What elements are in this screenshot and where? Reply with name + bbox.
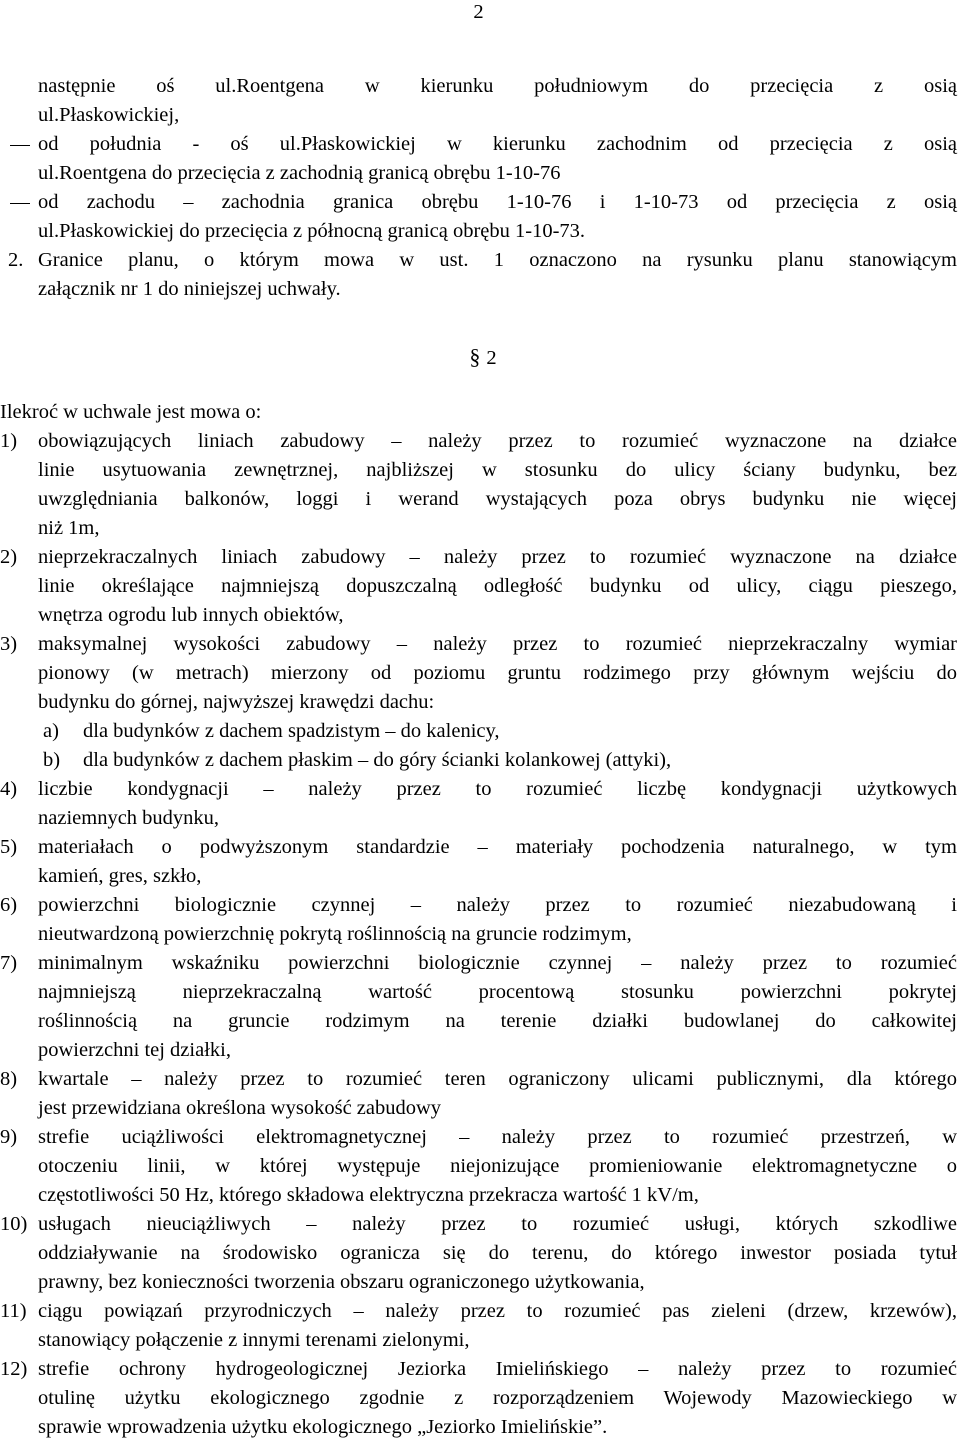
point-2 <box>0 246 957 304</box>
text-line: kwartale – należy przez to rozumieć teren ograniczony ulicami publicznymi, dla którego <box>38 1068 957 1090</box>
item-number: 11) <box>0 1300 27 1322</box>
definitions-block <box>0 398 957 1442</box>
text-line: wnętrza ogrodu lub innych obiektów, <box>38 604 344 626</box>
text-line: otoczeniu linii, w której występuje niejonizujące promieniowanie elektromagnetyczne o <box>38 1155 957 1177</box>
text-line: otulinę użytku ekologicznego zgodnie z rozporządzeniem Wojewody Mazowieckiego w <box>38 1387 957 1409</box>
text-line: ul.Płaskowickiej do przecięcia z północną granicą obrębu 1-10-73. <box>38 220 586 242</box>
text-line: od zachodu – zachodnia granica obrębu 1-10-76 i 1-10-73 od przecięcia z osią <box>38 191 957 213</box>
item-number: 7) <box>0 952 18 974</box>
sub-item-label: a) <box>43 720 59 742</box>
text-line: załącznik nr 1 do niniejszej uchwały. <box>38 278 341 300</box>
dash-bullet <box>0 130 38 159</box>
item-number: 1) <box>0 430 18 452</box>
definition-item <box>0 949 957 1065</box>
text-line: nieprzekraczalnych liniach zabudowy – należy przez to rozumieć wyznaczone na działce <box>38 546 957 568</box>
definition-item <box>0 543 957 630</box>
intro-continuation <box>0 72 957 130</box>
text-line: powierzchni tej działki, <box>38 1039 231 1061</box>
definition-item <box>0 775 957 833</box>
text-line: strefie uciążliwości elektromagnetycznej – należy przez to rozumieć przestrzeń, w <box>38 1126 957 1148</box>
text-line: obowiązujących liniach zabudowy – należy przez to rozumieć wyznaczone na działce <box>38 430 957 452</box>
text-line: sprawie wprowadzenia użytku ekologicznego „Jeziorko Imielińskie”. <box>38 1416 608 1438</box>
text-line: ciągu powiązań przyrodniczych – należy przez to rozumieć pas zieleni (drzew, krzewów), <box>38 1300 957 1322</box>
sub-item-text: dla budynków z dachem spadzistym – do kalenicy, <box>83 720 500 742</box>
text-line: powierzchni biologicznie czynnej – należy przez to rozumieć niezabudowaną i <box>38 894 957 916</box>
text-line: następnie oś ul.Roentgena w kierunku południowym do przecięcia z osią <box>38 75 957 97</box>
item-number: 9) <box>0 1126 18 1148</box>
text-line: ul.Roentgena do przecięcia z zachodnią granicą obrębu 1-10-76 <box>38 162 561 184</box>
text-line: niż 1m, <box>38 517 100 539</box>
text-line: budynku do górnej, najwyższej krawędzi dachu: <box>38 691 435 713</box>
text-line: jest przewidziana określona wysokość zabudowy <box>38 1097 442 1119</box>
text-line: pionowy (w metrach) mierzony od poziomu gruntu rodzimego przy głównym wejściu do <box>38 662 957 684</box>
page-number: 2 <box>473 1 484 23</box>
item-number: 6) <box>0 894 18 916</box>
text-line: Granice planu, o którym mowa w ust. 1 oznaczono na rysunku planu stanowiącym <box>38 249 957 271</box>
definition-item <box>0 1123 957 1210</box>
dash-bullet <box>0 188 38 217</box>
definition-item <box>0 1355 957 1442</box>
dash-item <box>0 130 957 188</box>
text-line: liczbie kondygnacji – należy przez to rozumieć liczbę kondygnacji użytkowych <box>38 778 957 800</box>
definition-item <box>0 891 957 949</box>
definition-item <box>0 427 957 543</box>
definition-item <box>0 630 957 775</box>
text-line: roślinnością na gruncie rodzimym na terenie działki budowlanej do całkowitej <box>38 1010 957 1032</box>
text-line: ul.Płaskowickiej, <box>38 104 180 126</box>
text-line: naziemnych budynku, <box>38 807 220 829</box>
text-line: maksymalnej wysokości zabudowy – należy przez to rozumieć nieprzekraczalny wymiar <box>38 633 957 655</box>
text-line: od południa - oś ul.Płaskowickiej w kierunku zachodnim od przecięcia z osią <box>38 133 957 155</box>
sub-item <box>38 746 957 775</box>
text-line: oddziaływanie na środowisko ogranicza się do terenu, do którego inwestor posiada tytuł <box>38 1242 957 1264</box>
dash-item <box>0 188 957 246</box>
text-line: uwzględniania balkonów, loggi i werand wystających poza obrys budynku nie więcej <box>38 488 957 510</box>
definition-item <box>0 833 957 891</box>
item-number: 5) <box>0 836 18 858</box>
lead-sentence: Ilekroć w uchwale jest mowa o: <box>0 401 262 423</box>
paragraph-sign: § <box>469 344 481 369</box>
text-line: najmniejszą nieprzekraczalną wartość procentową stosunku powierzchni pokrytej <box>38 981 957 1003</box>
item-number: 4) <box>0 778 18 800</box>
item-number: 8) <box>0 1068 18 1090</box>
sub-item <box>38 717 957 746</box>
section-number: 2 <box>486 347 497 369</box>
text-line: materiałach o podwyższonym standardzie – materiały pochodzenia naturalnego, w tym <box>38 836 957 858</box>
intro-block <box>0 72 957 304</box>
item-number: 12) <box>0 1358 28 1380</box>
text-line: minimalnym wskaźniku powierzchni biologicznie czynnej – należy przez to rozumieć <box>38 952 957 974</box>
text-line: linie określające najmniejszą dopuszczalną odległość budynku od ulicy, ciągu pieszego, <box>38 575 957 597</box>
text-line: prawny, bez konieczności tworzenia obszaru ograniczonego użytkowania, <box>38 1271 645 1293</box>
sub-item-label: b) <box>43 749 61 771</box>
text-line: kamień, gres, szkło, <box>38 865 202 887</box>
text-line: linie usytuowania zewnętrznej, najbliższej w stosunku do ulicy ściany budynku, bez <box>38 459 957 481</box>
item-number: 10) <box>0 1213 28 1235</box>
item-number: 3) <box>0 633 18 655</box>
text-line: usługach nieuciążliwych – należy przez to rozumieć usługi, których szkodliwe <box>38 1213 957 1235</box>
text-line: nieutwardzoną powierzchnię pokrytą roślinnością na gruncie rodzimym, <box>38 923 632 945</box>
section-heading <box>0 342 960 373</box>
definition-item <box>0 1065 957 1123</box>
sub-item-text: dla budynków z dachem płaskim – do góry ścianki kolankowej (attyki), <box>83 749 672 771</box>
item-number: 2) <box>0 546 18 568</box>
text-line: strefie ochrony hydrogeologicznej Jeziorka Imielińskiego – należy przez to rozumieć <box>38 1358 957 1380</box>
text-line: stanowiący połączenie z innymi terenami zielonymi, <box>38 1329 470 1351</box>
point-label: 2. <box>8 249 24 271</box>
definitions-list <box>0 427 957 1442</box>
definition-item <box>0 1297 957 1355</box>
text-line: częstotliwości 50 Hz, którego składowa elektryczna przekracza wartość 1 kV/m, <box>38 1184 699 1206</box>
definition-item <box>0 1210 957 1297</box>
